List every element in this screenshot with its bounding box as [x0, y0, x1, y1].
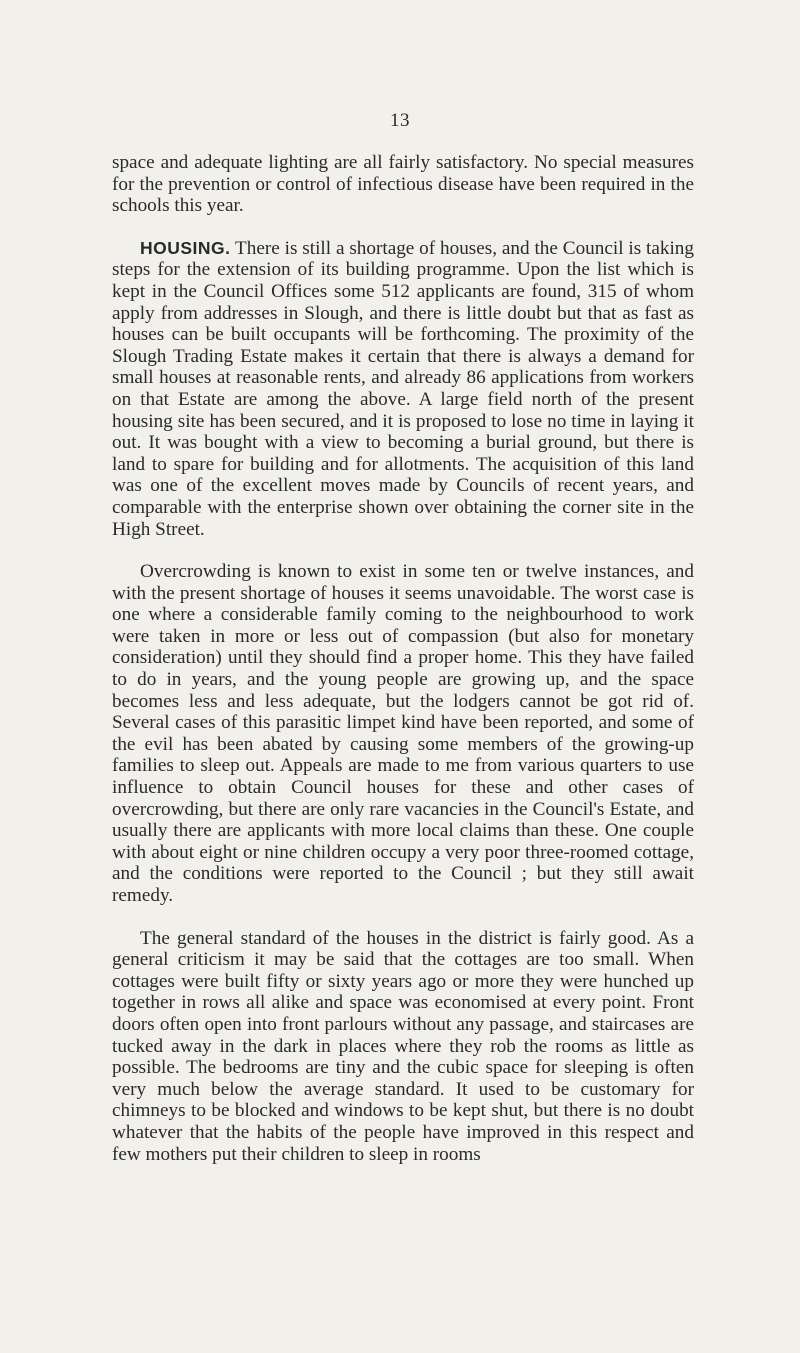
body-text [112, 152, 694, 1165]
paragraph-text: Overcrowding is known to exist in some ten or twelve instances, and with the present shortage of houses it seems unavoidable. The worst case is one where a considerable family coming to the neighbourhood to work were taken in more or less out of compassion (but also for monetary consideration) until they should find a proper home. This they have failed to do in years, and the young people are growing up, and the space becomes less and less adequate, but the lodgers cannot be got rid of. Several cases of this parasitic limpet kind have been reported, and some of the evil has been abated by causing some members of the growing-up families to sleep out. Appeals are made to me from various quarters to use influence to obtain Council houses for these and other cases of overcrowding, but there are only rare vacancies in the Council's Estate, and usually there are applicants with more local claims than these. One couple with about eight or nine children occupy a very poor three-roomed cottage, and the conditions were reported to the Council ; but they still await remedy. [112, 561, 694, 906]
paragraph-overcrowding [112, 561, 694, 907]
paragraph-text: space and adequate lighting are all fairly satisfactory. No special measures for the prevention or control of infectious disease have been required in the schools this year. [112, 152, 694, 217]
paragraph-text: The general standard of the houses in the district is fairly good. As a general criticism it may be said that the cottages are too small. When cottages were built fifty or sixty years ago or more they were hunched up together in rows all alike and space was economised at every point. Front doors often open into front parlours without any passage, and staircases are tucked away in the dark in places where they rob the rooms as little as possible. The bedrooms are tiny and the cubic space for sleeping is often very much below the average standard. It used to be customary for chimneys to be blocked and windows to be kept shut, but there is no doubt whatever that the habits of the people have improved in this respect and few mothers put their children to sleep in rooms [112, 927, 694, 1165]
paragraph-school-conditions [112, 152, 694, 217]
paragraph-text: There is still a shortage of houses, and the Council is taking steps for the extension of its building programme. Upon the list which is kept in the Council Offices some 512 applicants are found, 315 of whom apply from addresses in Slough, and there is little doubt but that as fast as houses can be built occupants will be forthcoming. The proximity of the Slough Trading Estate makes it certain that there is always a demand for small houses at reasonable rents, and already 86 applications from workers on that Estate are among the above. A large field north of the present housing site has been secured, and it is proposed to lose no time in laying it out. It was bought with a view to becoming a burial ground, but there is land to spare for building and for allotments. The acquisition of this land was one of the excellent moves made by Councils of recent years, and comparable with the enterprise shown over obtaining the corner site in the High Street. [112, 237, 694, 540]
page-number: 13 [390, 110, 410, 131]
section-heading-housing: HOUSING. [140, 237, 231, 258]
paragraph-housing-standard [112, 928, 694, 1166]
paragraph-housing [112, 238, 694, 540]
